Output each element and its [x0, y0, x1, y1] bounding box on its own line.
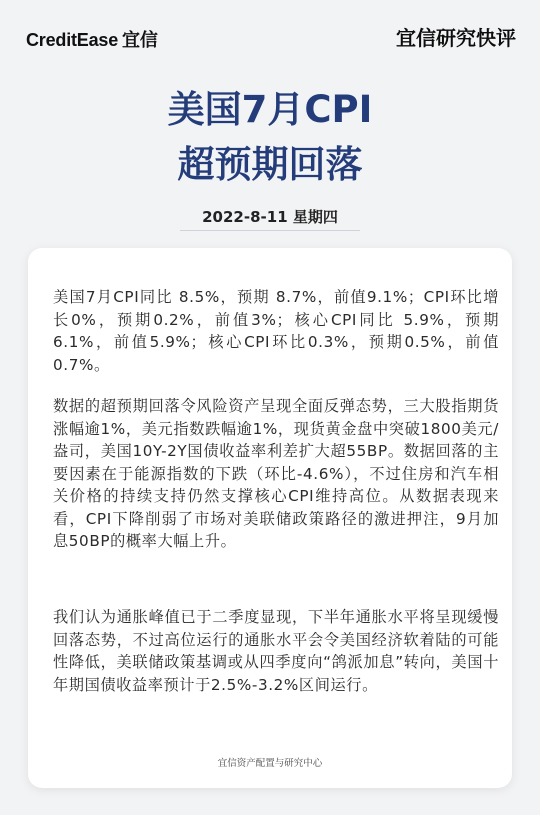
logo-en: CreditEase	[26, 30, 119, 50]
paragraph-cpi-data: 美国7月CPI同比 8.5%，预期 8.7%，前值9.1%；CPI环比增长0%，预期0.2%，前值3%；核心CPI同比 5.9%，预期 6.1%，前值5.9%；核心CPI环比0.3%，预期0.5%，前值0.7%。	[53, 288, 499, 374]
title-line-1: 美国7月CPI	[167, 88, 373, 131]
creditease-logo	[26, 26, 158, 52]
header	[0, 0, 540, 80]
title-line-2: 超预期回落	[177, 143, 363, 186]
date-divider	[180, 230, 360, 231]
column-name: 宜信研究快评	[396, 26, 516, 50]
content-card	[28, 248, 512, 788]
logo-cn: 宜信	[122, 30, 158, 51]
footer-source: 宜信资产配置与研究中心	[217, 758, 323, 769]
publish-date: 2022-8-11 星期四	[202, 208, 338, 226]
paragraph-market-reaction: 数据的超预期回落令风险资产呈现全面反弹态势，三大股指期货涨幅逾1%，美元指数跌幅逾1%，现货黄金盘中突破1800美元/盎司，美国10Y-2Y国债收益率利差扩大超55BP。数据回落的主要因素在于能源指数的下跌（环比-4.6%），不过住房和汽车相关价格的持续支持仍然支撑核心CPI维持高位。从数据表现来看，CPI下降削弱了市场对美联储政策路径的激进押注，9月加息50BP的概率大幅上升。	[53, 397, 499, 550]
paragraph-outlook: 我们认为通胀峰值已于二季度显现，下半年通胀水平将呈现缓慢回落态势，不过高位运行的通胀水平会令美国经济软着陆的可能性降低，美联储政策基调或从四季度向“鸽派加息”转向，美国十年期国债收益率预计于2.5%-3.2%区间运行。	[53, 608, 499, 694]
